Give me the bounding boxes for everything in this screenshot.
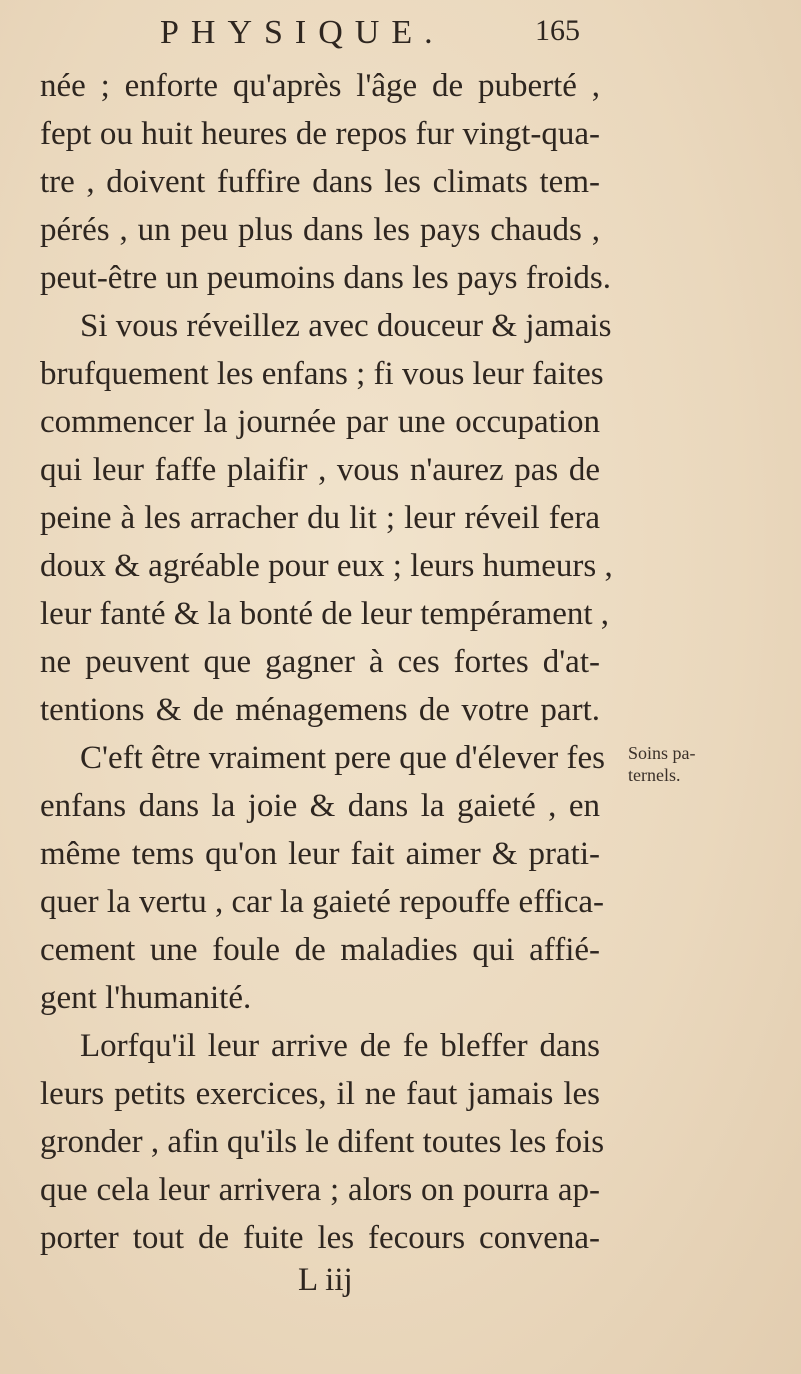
text-line: tre , doivent fuffire dans les climats tem- — [40, 164, 600, 200]
text-line: leur fanté & la bonté de leur tempérament , — [40, 596, 610, 632]
signature-mark: L iij — [298, 1262, 353, 1298]
text-line: fept ou huit heures de repos fur vingt-qua- — [40, 116, 600, 152]
text-line: que cela leur arrivera ; alors on pourra ap- — [40, 1172, 600, 1208]
text-line: brufquement les enfans ; fi vous leur faites — [40, 356, 604, 392]
text-line: doux & agréable pour eux ; leurs humeurs , — [40, 548, 613, 584]
page-number: 165 — [535, 14, 580, 47]
running-head-title: PHYSIQUE. — [160, 14, 445, 51]
text-line: Lorfqu'il leur arrive de fe bleffer dans — [80, 1028, 600, 1064]
text-line: C'eft être vraiment pere que d'élever fes — [80, 740, 605, 776]
running-head — [0, 14, 801, 54]
text-line: pérés , un peu plus dans les pays chauds , — [40, 212, 600, 248]
text-line: leurs petits exercices, il ne faut jamais les — [40, 1076, 600, 1112]
margin-note — [628, 742, 798, 786]
text-line: même tems qu'on leur fait aimer & prati- — [40, 836, 600, 872]
text-line: Si vous réveillez avec douceur & jamais — [80, 308, 612, 344]
text-line: enfans dans la joie & dans la gaieté , en — [40, 788, 600, 824]
text-line: peine à les arracher du lit ; leur réveil fera — [40, 500, 600, 536]
text-line: tentions & de ménagemens de votre part. — [40, 692, 600, 728]
text-line: gronder , afin qu'ils le difent toutes les fois — [40, 1124, 605, 1160]
text-line: gent l'humanité. — [40, 980, 252, 1016]
text-line: peut-être un peumoins dans les pays froids. — [40, 260, 611, 296]
text-line: ne peuvent que gagner à ces fortes d'at- — [40, 644, 600, 680]
text-line: quer la vertu , car la gaieté repouffe effica- — [40, 884, 605, 920]
margin-note-line: ternels. — [628, 765, 681, 785]
text-line: porter tout de fuite les fecours convena- — [40, 1220, 600, 1256]
text-line: cement une foule de maladies qui affié- — [40, 932, 600, 968]
text-line: née ; enforte qu'après l'âge de puberté , — [40, 68, 600, 104]
text-line: qui leur faffe plaifir , vous n'aurez pas de — [40, 452, 600, 488]
margin-note-line: Soins pa- — [628, 743, 696, 763]
text-line: commencer la journée par une occupation — [40, 404, 600, 440]
